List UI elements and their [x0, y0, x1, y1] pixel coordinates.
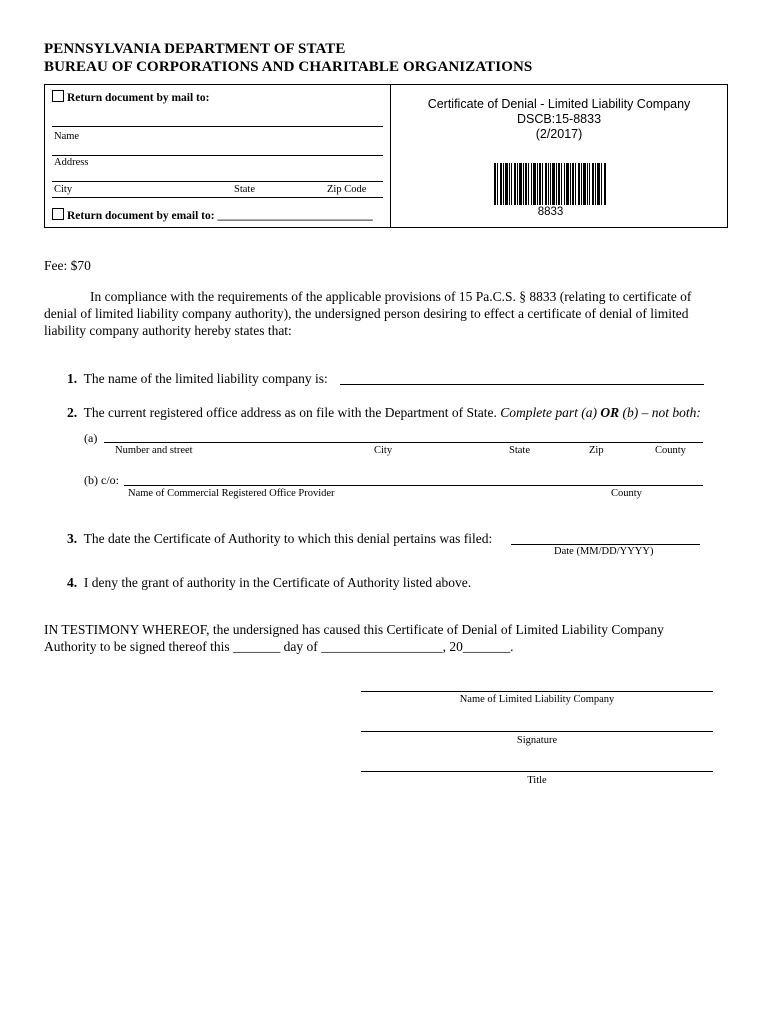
part-a-county-label: County [655, 445, 686, 456]
email-label: Return document by email to: ___________________________ [67, 210, 373, 222]
company-name-signature-line[interactable] [361, 691, 713, 692]
mail-recipient-line[interactable] [52, 126, 383, 127]
title-label: Title [527, 775, 547, 786]
item-3-number: 3. [67, 531, 78, 546]
item-4-text: I deny the grant of authority in the Certificate of Authority listed above. [83, 575, 472, 590]
item-2-number: 2. [67, 405, 78, 420]
form-title: Certificate of Denial - Limited Liability Company [427, 97, 691, 111]
item-2-text: The current registered office address as on file with the Department of State. [83, 405, 497, 420]
email-option [52, 208, 373, 222]
item-2-note-b: (b) – not both: [622, 405, 701, 420]
state-label: State [234, 184, 255, 195]
barcode-number: 8833 [537, 206, 564, 218]
item-1-number: 1. [67, 371, 78, 386]
form-date: (2/2017) [535, 127, 583, 141]
part-b-county-label: County [611, 488, 642, 499]
part-a-label: (a) [84, 431, 98, 445]
email-checkbox[interactable] [52, 208, 64, 220]
filing-date-label: Date (MM/DD/YYYY) [554, 546, 654, 557]
mail-checkbox[interactable] [52, 90, 64, 102]
part-a-city-label: City [374, 445, 393, 456]
item-2 [67, 405, 701, 421]
mail-label: Return document by mail to: [67, 92, 210, 104]
name-line[interactable] [52, 155, 383, 156]
department-title: PENNSYLVANIA DEPARTMENT OF STATE [44, 41, 346, 57]
item-4-number: 4. [67, 575, 78, 590]
item-2-note-a: Complete part (a) [500, 405, 597, 420]
part-a-zip-label: Zip [589, 445, 604, 456]
part-b-provider-label: Name of Commercial Registered Office Provider [128, 488, 335, 499]
form-code: DSCB:15-8833 [516, 112, 602, 126]
testimony-line-1: IN TESTIMONY WHEREOF, the undersigned has caused this Certificate of Denial of Limited Liability Company [44, 622, 664, 637]
part-a-street-label: Number and street [115, 445, 193, 456]
title-line[interactable] [361, 771, 713, 772]
name-label: Name [54, 131, 80, 142]
address-label: Address [54, 157, 89, 168]
filing-date-field[interactable] [511, 530, 700, 545]
part-b-provider-field[interactable] [124, 471, 703, 486]
item-1 [67, 371, 328, 387]
signature-label: Signature [516, 735, 558, 746]
testimony-line-2: Authority to be signed thereof this _______ day of __________________, 20_______. [44, 639, 514, 654]
company-name-field[interactable] [340, 370, 704, 385]
item-2-note-or: OR [600, 405, 620, 420]
part-b-label: (b) c/o: [84, 473, 119, 487]
zip-label: Zip Code [327, 184, 367, 195]
company-name-signature-label: Name of Limited Liability Company [459, 694, 615, 705]
bureau-title: BUREAU OF CORPORATIONS AND CHARITABLE ORGANIZATIONS [44, 59, 533, 75]
barcode-icon [494, 163, 607, 205]
city-label: City [54, 184, 73, 195]
city-state-zip-line[interactable] [52, 197, 383, 198]
address-line[interactable] [52, 181, 383, 182]
item-3-text: The date the Certificate of Authority to which this denial pertains was filed: [83, 531, 493, 546]
signature-line[interactable] [361, 731, 713, 732]
item-3 [67, 531, 492, 547]
fee-text: Fee: $70 [44, 258, 91, 273]
intro-paragraph: In compliance with the requirements of the applicable provisions of 15 Pa.C.S. § 8833 (relating to certificate of denial of limited liability company authority), the undersigned person desiring to effect a certificate of denial of limited liability company authority hereby states that: [44, 289, 692, 338]
part-a-address-field[interactable] [104, 428, 703, 443]
item-4 [67, 575, 471, 591]
part-a-state-label: State [509, 445, 530, 456]
item-1-text: The name of the limited liability company is: [83, 371, 328, 386]
mail-option [52, 90, 209, 104]
